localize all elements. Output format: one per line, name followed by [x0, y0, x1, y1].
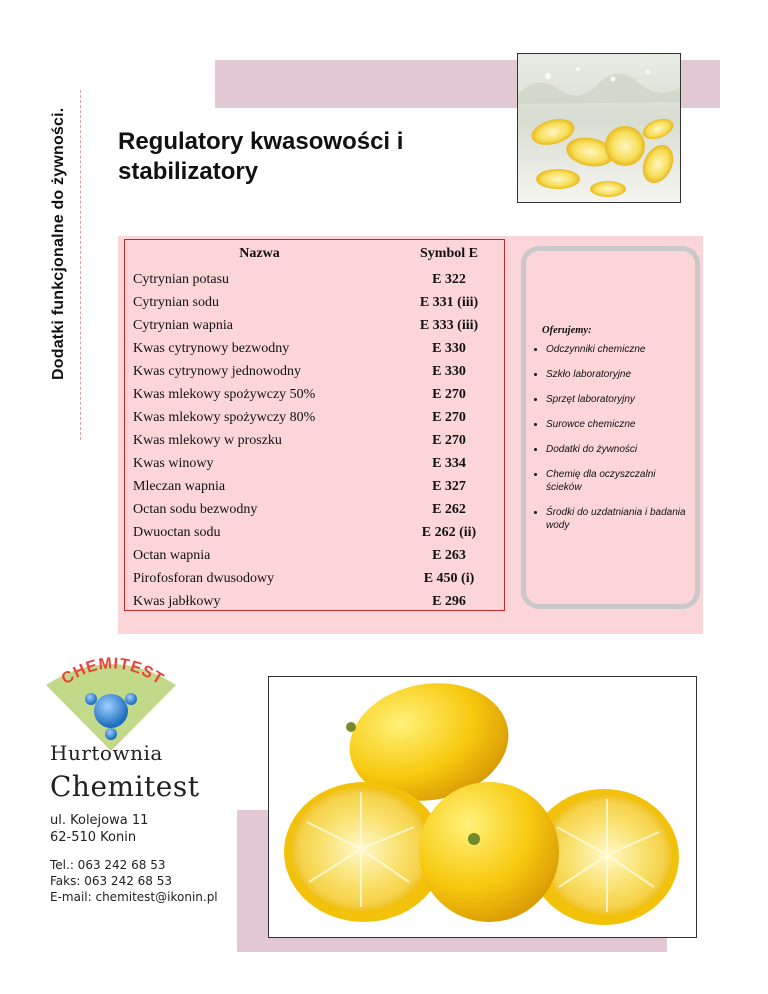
table-row: [125, 498, 504, 521]
row-symbol: E 330: [432, 363, 466, 379]
table-row: [125, 452, 504, 475]
table-header-row: [125, 240, 504, 268]
table-row: [125, 314, 504, 337]
address-street: ul. Kolejowa 11: [50, 813, 149, 828]
address-city: 62-510 Konin: [50, 830, 137, 845]
row-name: Octan wapnia: [133, 547, 211, 563]
table-row: [125, 521, 504, 544]
lemon-slices-photo: [517, 53, 681, 203]
table-row: [125, 544, 504, 567]
list-item: • Surowce chemiczne: [546, 418, 692, 431]
company-contact: [50, 857, 218, 905]
row-name: Cytrynian wapnia: [133, 317, 233, 333]
row-symbol: E 322: [432, 271, 466, 287]
table-row: [125, 406, 504, 429]
row-symbol: E 296: [432, 593, 466, 609]
additives-table-box: [124, 239, 505, 611]
list-item: • Środki do uzdatniania i badania wody: [546, 506, 692, 532]
list-item: • Odczynniki chemiczne: [546, 343, 692, 356]
row-name: Kwas winowy: [133, 455, 214, 471]
column-header-name: Nazwa: [239, 246, 280, 261]
row-name: Kwas jabłkowy: [133, 593, 221, 609]
row-name: Mleczan wapnia: [133, 478, 226, 494]
company-name-line1: Hurtownia: [50, 741, 163, 765]
row-name: Kwas mlekowy spożywczy 50%: [133, 386, 316, 402]
table-row: [125, 567, 504, 590]
table-row: [125, 383, 504, 406]
table-row: [125, 429, 504, 452]
page-title: Regulatory kwasowości i stabilizatory: [118, 128, 404, 185]
row-name: Kwas mlekowy spożywczy 80%: [133, 409, 316, 425]
row-symbol: E 263: [432, 547, 466, 563]
row-symbol: E 330: [432, 340, 466, 356]
lemons-photo: [268, 676, 697, 938]
sidebar-divider: [80, 90, 81, 440]
row-name: Pirofosforan dwusodowy: [133, 570, 275, 586]
row-symbol: E 327: [432, 478, 466, 494]
offer-heading: Oferujemy:: [542, 325, 592, 336]
row-symbol: E 262 (ii): [421, 524, 477, 540]
table-row: [125, 360, 504, 383]
row-name: Kwas mlekowy w proszku: [133, 432, 282, 448]
list-item: • Dodatki do żywności: [546, 443, 692, 456]
table-row: [125, 337, 504, 360]
company-address: [50, 812, 148, 846]
chemitest-logo: [46, 651, 176, 751]
contact-tel: Tel.: 063 242 68 53: [50, 858, 166, 872]
additives-table: [125, 240, 504, 613]
offer-box: [521, 246, 700, 609]
row-symbol: E 331 (iii): [419, 294, 479, 310]
list-item: • Szkło laboratoryjne: [546, 368, 692, 381]
offer-list: [532, 343, 692, 544]
row-symbol: E 450 (i): [423, 570, 475, 586]
table-row: [125, 268, 504, 291]
row-name: Octan sodu bezwodny: [133, 501, 258, 517]
company-name-line2: Chemitest: [50, 770, 200, 803]
table-row: [125, 291, 504, 314]
row-symbol: E 334: [432, 455, 466, 471]
row-name: Cytrynian potasu: [133, 271, 230, 287]
sidebar-caption: Dodatki funkcjonalne do żywności.: [50, 107, 67, 380]
row-symbol: E 270: [432, 432, 466, 448]
row-name: Cytrynian sodu: [133, 294, 219, 310]
contact-fax: Faks: 063 242 68 53: [50, 874, 173, 888]
table-row: [125, 475, 504, 498]
row-symbol: E 270: [432, 386, 466, 402]
list-item: • Sprzęt laboratoryjny: [546, 393, 692, 406]
svg-text:CHEMITEST: CHEMITEST: [58, 655, 167, 689]
row-name: Kwas cytrynowy bezwodny: [133, 340, 290, 356]
row-name: Kwas cytrynowy jednowodny: [133, 363, 301, 379]
row-symbol: E 333 (iii): [419, 317, 479, 333]
column-header-symbol: Symbol E: [420, 246, 478, 261]
row-symbol: E 262: [432, 501, 466, 517]
table-row: [125, 590, 504, 613]
list-item: • Chemię dla oczyszczalni ścieków: [546, 468, 692, 494]
row-name: Dwuoctan sodu: [133, 524, 221, 540]
row-symbol: E 270: [432, 409, 466, 425]
contact-email[interactable]: E-mail: chemitest@ikonin.pl: [50, 890, 218, 904]
